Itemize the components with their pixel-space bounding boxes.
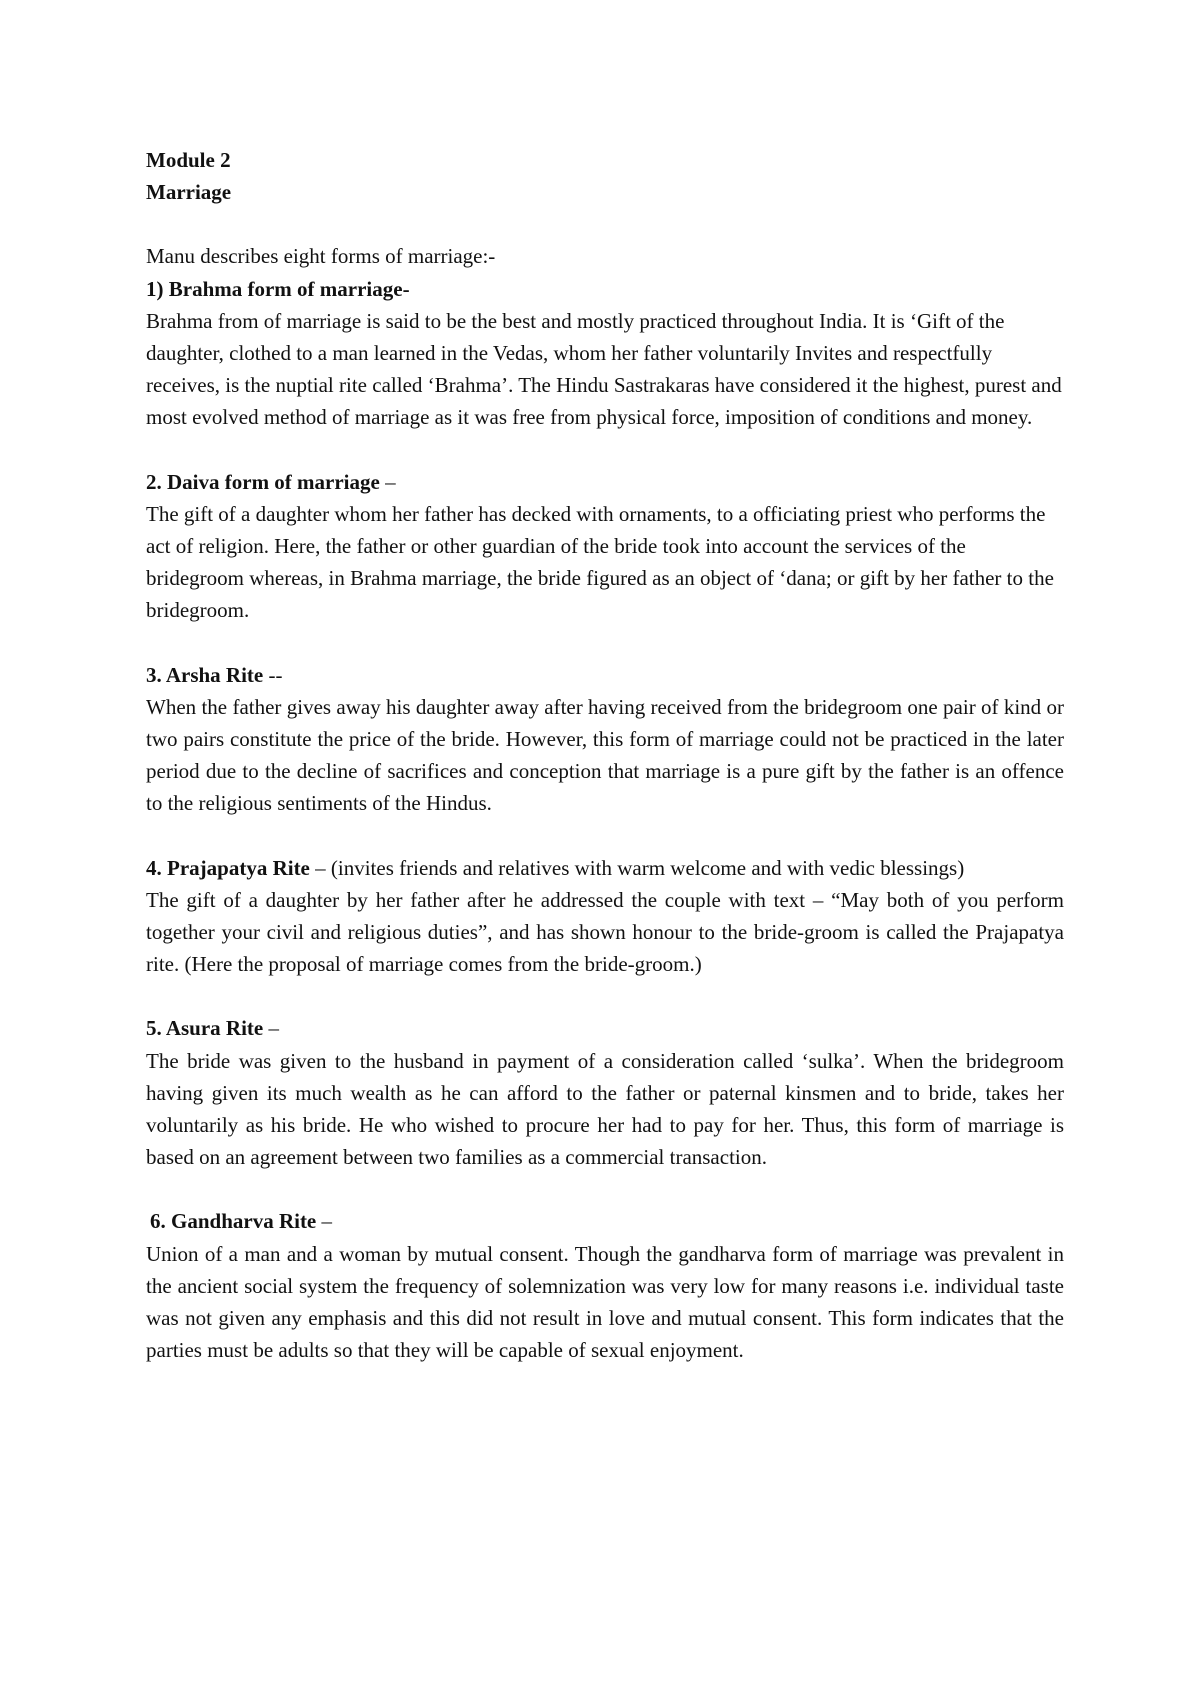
section-title-suffix: – (316, 1209, 333, 1234)
section-prajapatya (146, 852, 1064, 981)
section-body: Union of a man and a woman by mutual consent. Though the gandharva form of marriage was prevalent in the ancient social system the frequency of solemnization was very low for many reasons i.e. individual taste was not given any emphasis and this did not result in love and mutual consent. This form indicates that the parties must be adults so that they will be capable of sexual enjoyment. (146, 1241, 1064, 1363)
section-body: The gift of a daughter whom her father has decked with ornaments, to a officiating priest who performs the act of religion. Here, the father or other guardian of the bride took into account the services of the bridegroom whereas, in Brahma marriage, the bride figured as an object of ‘dana; or gift by her father to the bridegroom. (146, 501, 1054, 623)
section-title-suffix: – (invites friends and relatives with warm welcome and with vedic blessings) (309, 855, 965, 880)
section-body: The gift of a daughter by her father after he addressed the couple with text – “May both of you perform together your civil and religious duties”, and has shown honour to the bride-groom is called the Prajapatya rite. (Here the proposal of marriage comes from the bride-groom.) (146, 887, 1064, 977)
section-title-suffix: – (379, 469, 396, 494)
section-title: 4. Prajapatya Rite (146, 855, 310, 880)
section-heading (146, 659, 1064, 691)
section-title: 2. Daiva form of marriage (146, 469, 380, 494)
section-heading (146, 852, 1064, 884)
section-title: 5. Asura Rite (146, 1016, 264, 1041)
section-title: 1) Brahma form of marriage- (146, 276, 410, 301)
module-label: Module 2 (146, 148, 231, 172)
section-body: Brahma from of marriage is said to be the best and mostly practiced throughout India. It is ‘Gift of the daughter, clothed to a man learned in the Vedas, whom her father voluntarily Invites and respectfully receives, is the nuptial rite called ‘Brahma’. The Hindu Sastrakaras have considered it the highest, purest and most evolved method of marriage as it was free from physical force, imposition of conditions and money. (146, 308, 1062, 430)
section-title: 6. Gandharva Rite (150, 1209, 317, 1234)
document-body (146, 144, 1064, 1367)
section-heading (146, 1012, 1064, 1044)
section-daiva (146, 466, 1064, 627)
section-heading (146, 1205, 1064, 1237)
section-body: When the father gives away his daughter away after having received from the bridegroom one pair of kind or two pairs constitute the price of the bride. However, this form of marriage could not be practiced in the later period due to the decline of sacrifices and conception that marriage is a pure gift by the father is an offence to the religious sentiments of the Hindus. (146, 694, 1064, 816)
section-asura (146, 1012, 1064, 1173)
section-gandharva (146, 1205, 1064, 1366)
section-heading (146, 466, 1064, 498)
section-brahma (146, 273, 1064, 434)
page-title: Marriage (146, 180, 232, 205)
section-heading (146, 273, 1064, 305)
section-title-suffix: – (263, 1016, 279, 1041)
intro-text: Manu describes eight forms of marriage:- (146, 244, 496, 269)
section-title-suffix: -- (263, 662, 283, 687)
section-arsha (146, 659, 1064, 820)
section-title: 3. Arsha Rite (146, 662, 264, 687)
section-body: The bride was given to the husband in payment of a consideration called ‘sulka’. When the bridegroom having given its much wealth as he can afford to the father or paternal kinsmen and to bride, takes her voluntarily as his bride. He who wished to procure her had to pay for her. Thus, this form of marriage is based on an agreement between two families as a commercial transaction. (146, 1048, 1064, 1170)
